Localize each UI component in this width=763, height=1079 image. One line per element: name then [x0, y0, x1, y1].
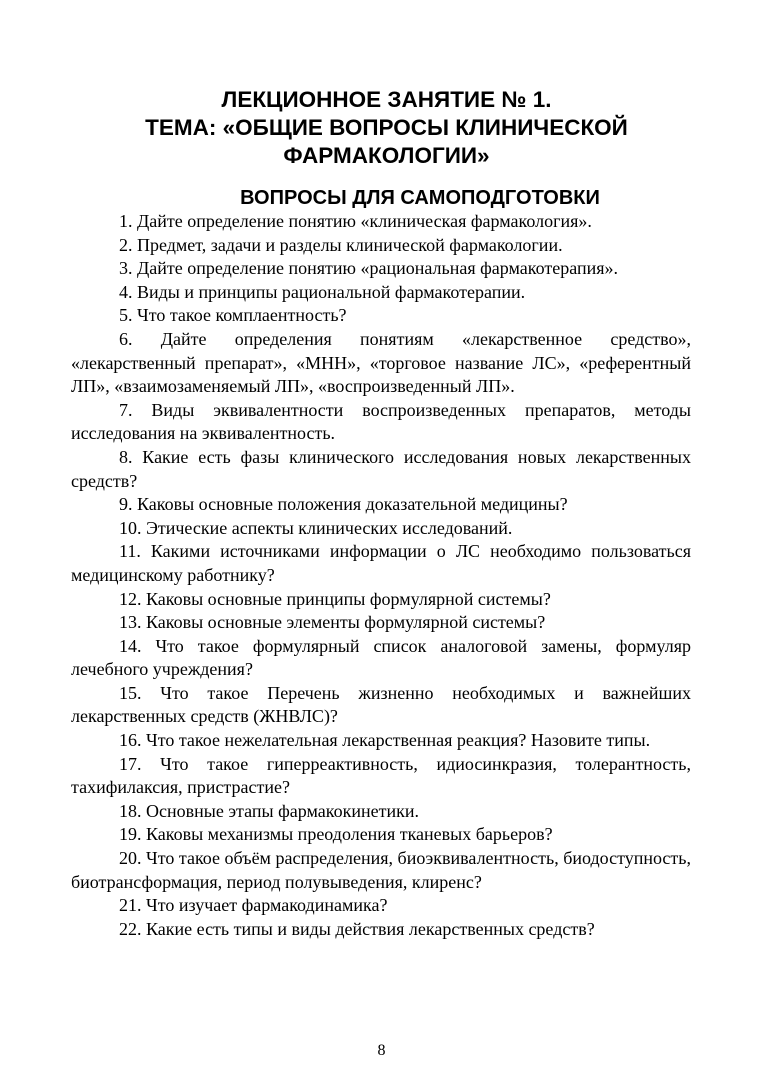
question-item: 14. Что такое формулярный список аналоговой замены, формуляр лечебного учреждения?	[71, 635, 691, 680]
question-item: 7. Виды эквивалентности воспроизведенных препаратов, методы исследования на эквивалентность.	[71, 399, 691, 444]
lecture-title-line-2: ТЕМА: «ОБЩИЕ ВОПРОСЫ КЛИНИЧЕСКОЙ	[145, 115, 628, 140]
question-item: 17. Что такое гиперреактивность, идиосинкразия, толерантность, тахифилаксия, пристрастие?	[71, 753, 691, 798]
question-item: 8. Какие есть фазы клинического исследования новых лекарственных средств?	[71, 446, 691, 491]
question-item: 12. Каковы основные принципы формулярной системы?	[119, 588, 551, 609]
section-subtitle: ВОПРОСЫ ДЛЯ САМОПОДГОТОВКИ	[240, 187, 600, 209]
question-item: 6. Дайте определения понятиям «лекарственное средство», «лекарственный препарат», «МНН», «торговое название ЛС», «референтный ЛП», «взаимозаменяемый ЛП», «воспроизведенный ЛП».	[71, 328, 691, 397]
question-item: 9. Каковы основные положения доказательной медицины?	[119, 494, 568, 515]
question-item: 2. Предмет, задачи и разделы клинической фармакологии.	[119, 234, 563, 255]
question-item: 13. Каковы основные элементы формулярной системы?	[119, 612, 546, 633]
question-item: 18. Основные этапы фармакокинетики.	[119, 800, 419, 821]
page-number: 8	[377, 1042, 386, 1059]
question-item: 11. Какими источниками информации о ЛС необходимо пользоваться медицинскому работнику?	[71, 541, 691, 585]
question-item: 19. Каковы механизмы преодоления тканевых барьеров?	[119, 824, 553, 845]
lecture-title-line-1: ЛЕКЦИОННОЕ ЗАНЯТИЕ № 1.	[221, 87, 552, 112]
lecture-title-line-3: ФАРМАКОЛОГИИ»	[283, 143, 490, 168]
question-item: 21. Что изучает фармакодинамика?	[119, 895, 388, 916]
question-item: 5. Что такое комплаентность?	[119, 305, 347, 326]
question-item: 4. Виды и принципы рациональной фармакотерапии.	[119, 281, 526, 302]
question-item: 15. Что такое Перечень жизненно необходимых и важнейших лекарственных средств (ЖНВЛС)?	[71, 682, 691, 727]
question-item: 3. Дайте определение понятию «рациональная фармакотерапия».	[119, 258, 619, 279]
question-item: 1. Дайте определение понятию «клиническая фармакология».	[119, 211, 592, 231]
question-item: 10. Этические аспекты клинических исследований.	[119, 517, 513, 538]
question-item: 16. Что такое нежелательная лекарственная реакция? Назовите типы.	[119, 730, 651, 751]
questions-list	[71, 210, 691, 941]
question-item: 22. Какие есть типы и виды действия лекарственных средств?	[119, 918, 595, 939]
question-item: 20. Что такое объём распределения, биоэквивалентность, биодоступность, биотрансформация, период полувыведения, клиренс?	[71, 848, 691, 892]
